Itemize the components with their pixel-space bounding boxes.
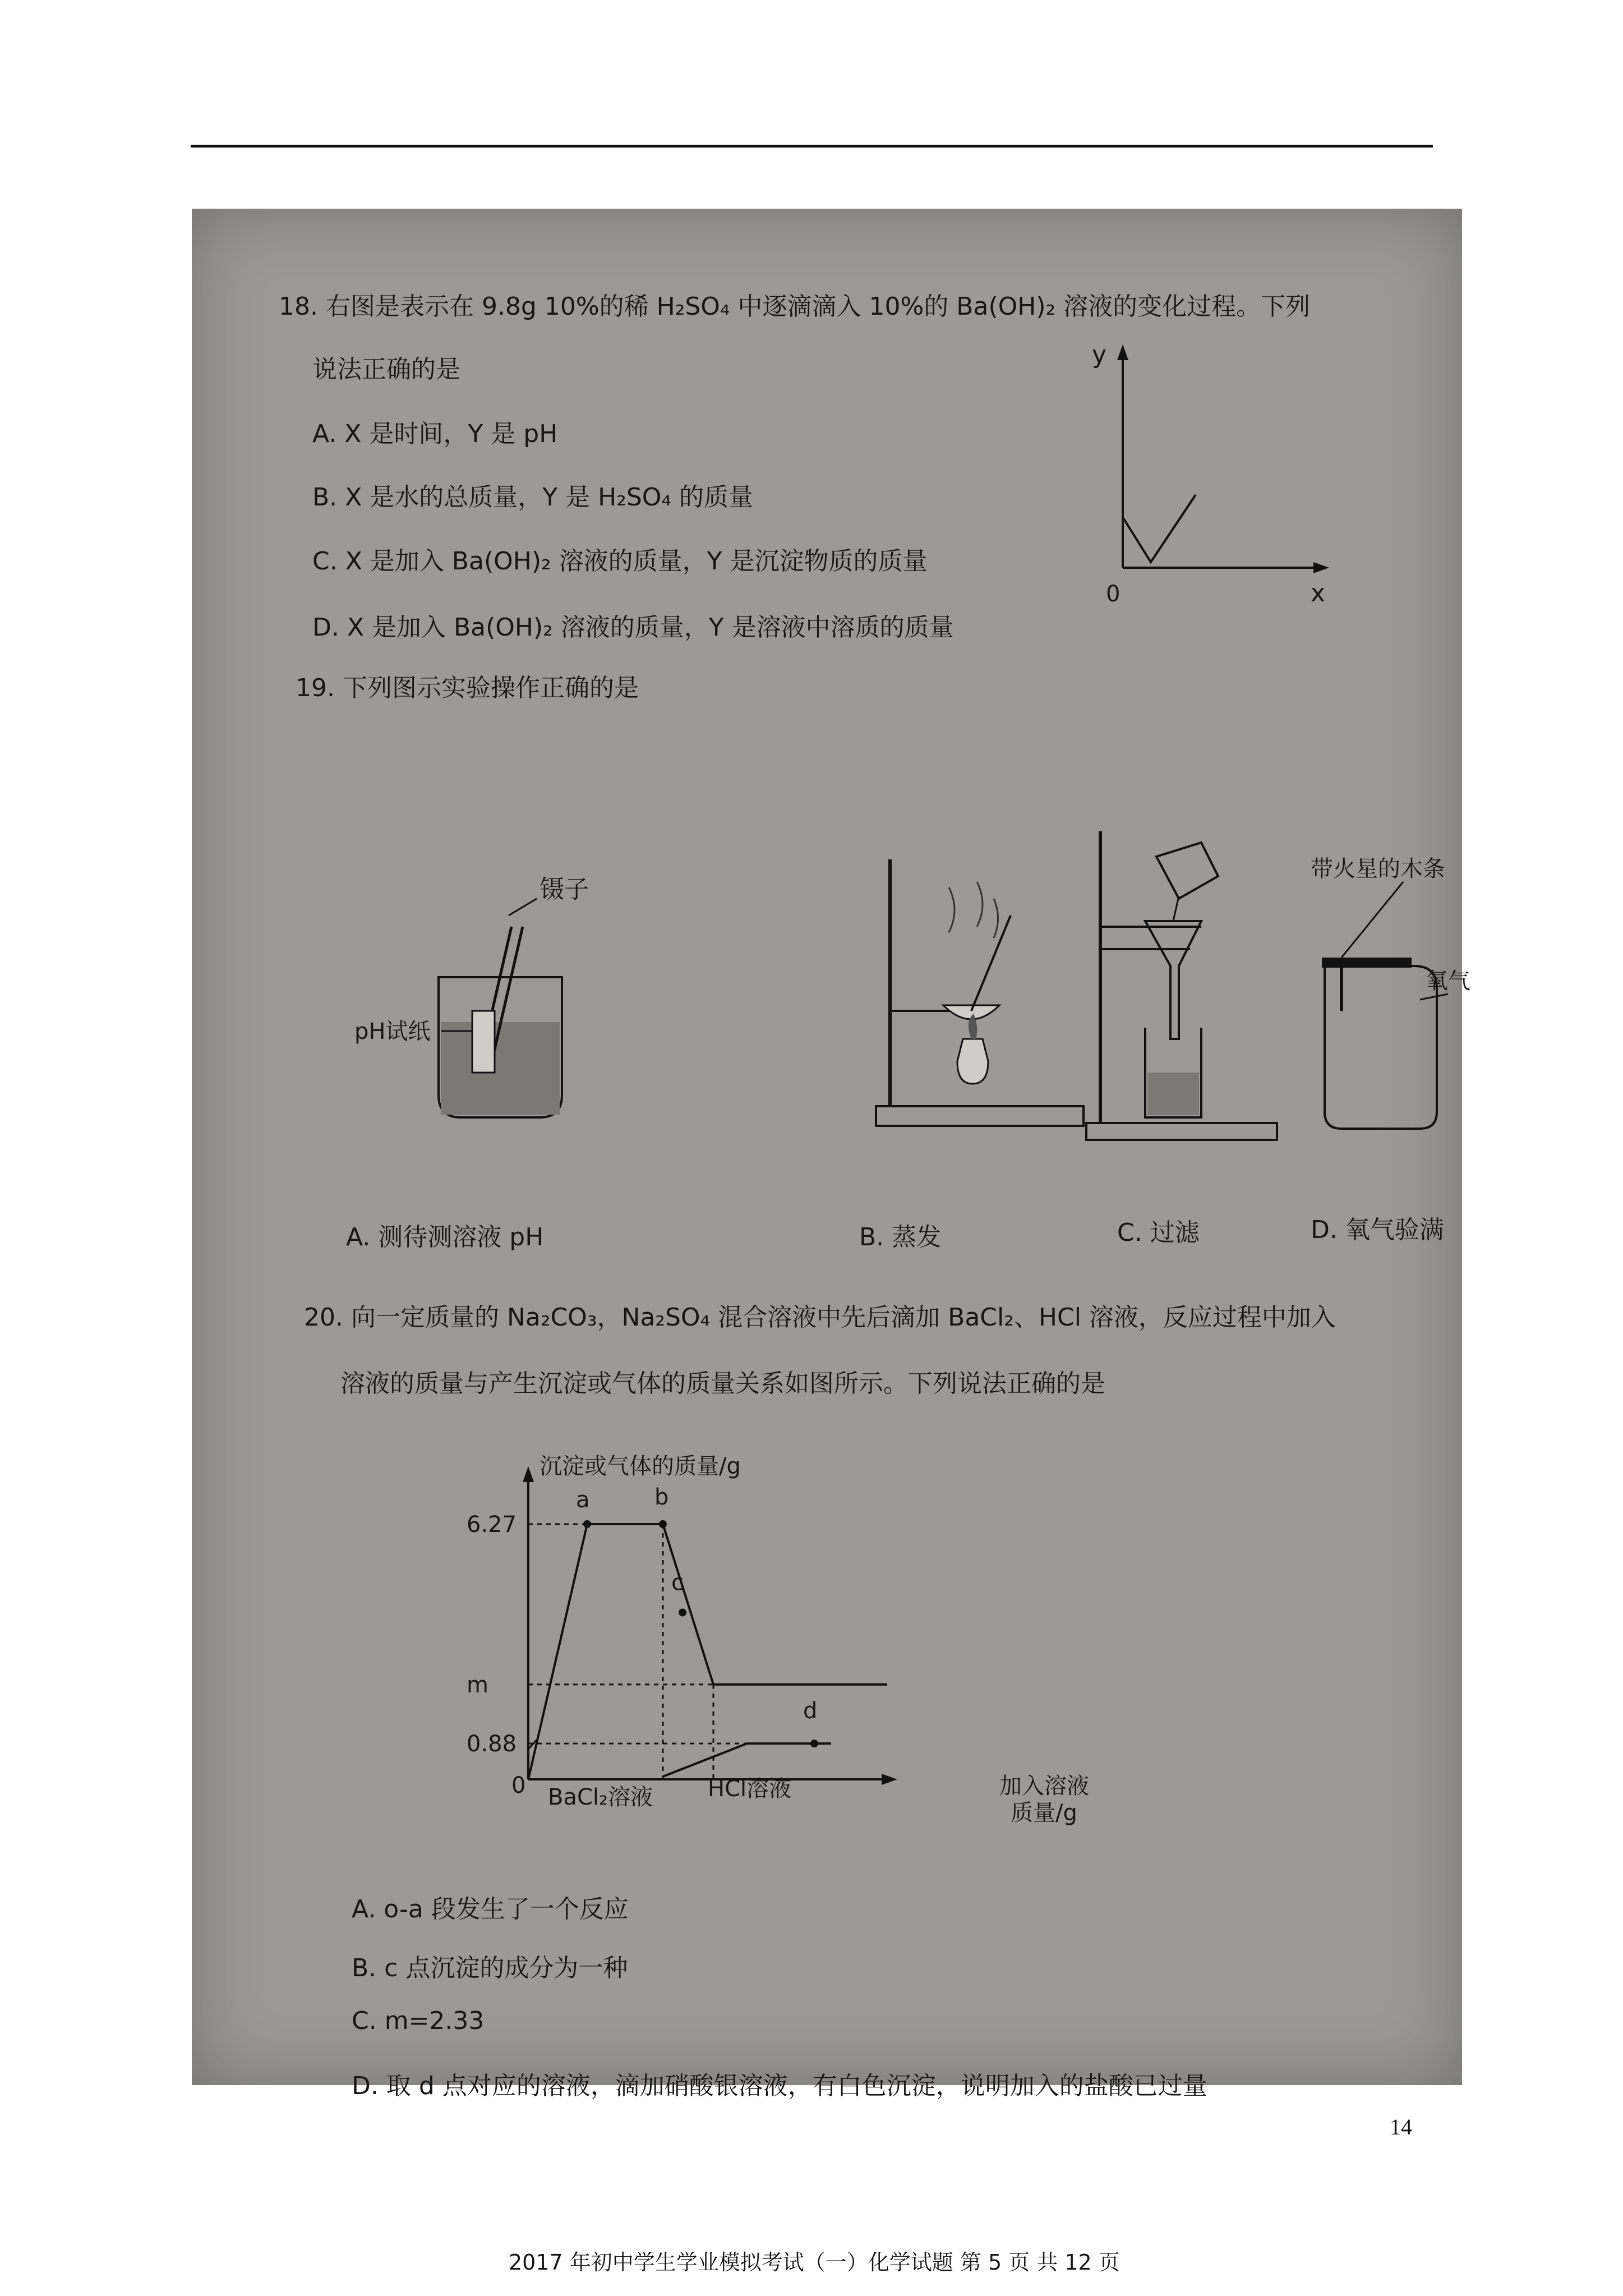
q18-option-c: C. X 是加入 Ba(OH)₂ 溶液的质量，Y 是沉淀物质的质量 — [312, 547, 928, 576]
label-oxygen: 氧气 — [1426, 968, 1470, 994]
figure-d-oxygen-test — [1311, 856, 1470, 1129]
label-ph-paper: pH试纸 — [354, 1019, 431, 1045]
q19-option-d: D. 氧气验满 — [1311, 1216, 1444, 1244]
point-d — [810, 1740, 818, 1747]
q18-option-d: D. X 是加入 Ba(OH)₂ 溶液的质量，Y 是溶液中溶质的质量 — [312, 613, 954, 642]
q18-graph-x-label: x — [1311, 579, 1326, 608]
series-gas-line — [663, 1743, 831, 1777]
q20-option-a: A. o-a 段发生了一个反应 — [352, 1895, 629, 1924]
point-b — [659, 1520, 667, 1528]
y-tick-label: 0 — [511, 1773, 526, 1798]
figure-b-evaporation — [876, 859, 1083, 1126]
q20-x-label-bacl2: BaCl₂溶液 — [548, 1784, 653, 1810]
y-tick-label: 6.27 — [467, 1512, 517, 1538]
q18-graph-y-label: y — [1092, 341, 1107, 369]
q20-y-axis-label: 沉淀或气体的质量/g — [540, 1453, 741, 1479]
q20-option-c: C. m=2.33 — [352, 2007, 485, 2035]
q18-graph-origin: 0 — [1106, 581, 1121, 607]
y-tick-label: 0.88 — [467, 1731, 517, 1757]
exam-footer: 2017 年初中学生学业模拟考试（一）化学试题 第 5 页 共 12 页 — [509, 2250, 1120, 2275]
q18-option-a: A. X 是时间，Y 是 pH — [312, 420, 558, 448]
figure-c-filtration — [1086, 831, 1277, 1140]
y-tick-label: m — [467, 1672, 488, 1698]
figure-a-beaker — [354, 875, 589, 1117]
q20-option-d: D. 取 d 点对应的溶液，滴加硝酸银溶液，有白色沉淀，说明加入的盐酸已过量 — [352, 2072, 1207, 2100]
point-c — [679, 1608, 686, 1616]
q20-option-b: B. c 点沉淀的成分为一种 — [352, 1954, 628, 1982]
label-tweezers: 镊子 — [540, 875, 589, 904]
q19-option-c: C. 过滤 — [1117, 1218, 1200, 1247]
q19-option-b: B. 蒸发 — [859, 1223, 942, 1251]
q20-stem-line1: 20. 向一定质量的 Na₂CO₃，Na₂SO₄ 混合溶液中先后滴加 BaCl₂、HCl 溶液，反应过程中加入 — [304, 1303, 1336, 1332]
q19-option-a: A. 测待测溶液 pH — [346, 1223, 544, 1251]
point-label-c: c — [671, 1570, 684, 1596]
q18-stem-line1: 18. 右图是表示在 9.8g 10%的稀 H₂SO₄ 中逐滴滴入 10%的 Ba(OH)₂ 溶液的变化过程。下列 — [279, 292, 1311, 321]
label-splint: 带火星的木条 — [1311, 856, 1445, 882]
top-rule — [191, 145, 1433, 148]
point-a — [583, 1520, 591, 1528]
q18-stem-line2: 说法正确的是 — [312, 355, 460, 384]
q18-graph — [1083, 338, 1336, 607]
q20-chart — [427, 1432, 1156, 1824]
point-label-b: b — [654, 1484, 669, 1510]
q19-stem: 19. 下列图示实验操作正确的是 — [296, 674, 639, 702]
q20-x-label-hcl: HCl溶液 — [708, 1776, 792, 1802]
point-label-d: d — [803, 1698, 818, 1724]
q20-x-axis-label: 加入溶液质量/g — [999, 1773, 1089, 1826]
q18-option-b: B. X 是水的总质量，Y 是 H₂SO₄ 的质量 — [312, 483, 754, 512]
q20-stem-line2: 溶液的质量与产生沉淀或气体的质量关系如图所示。下列说法正确的是 — [340, 1369, 1105, 1398]
page-number: 14 — [1390, 2114, 1412, 2139]
point-label-a: a — [576, 1487, 590, 1513]
q19-apparatus-figures — [304, 747, 1470, 1252]
series-precipitate-line — [528, 1524, 887, 1779]
